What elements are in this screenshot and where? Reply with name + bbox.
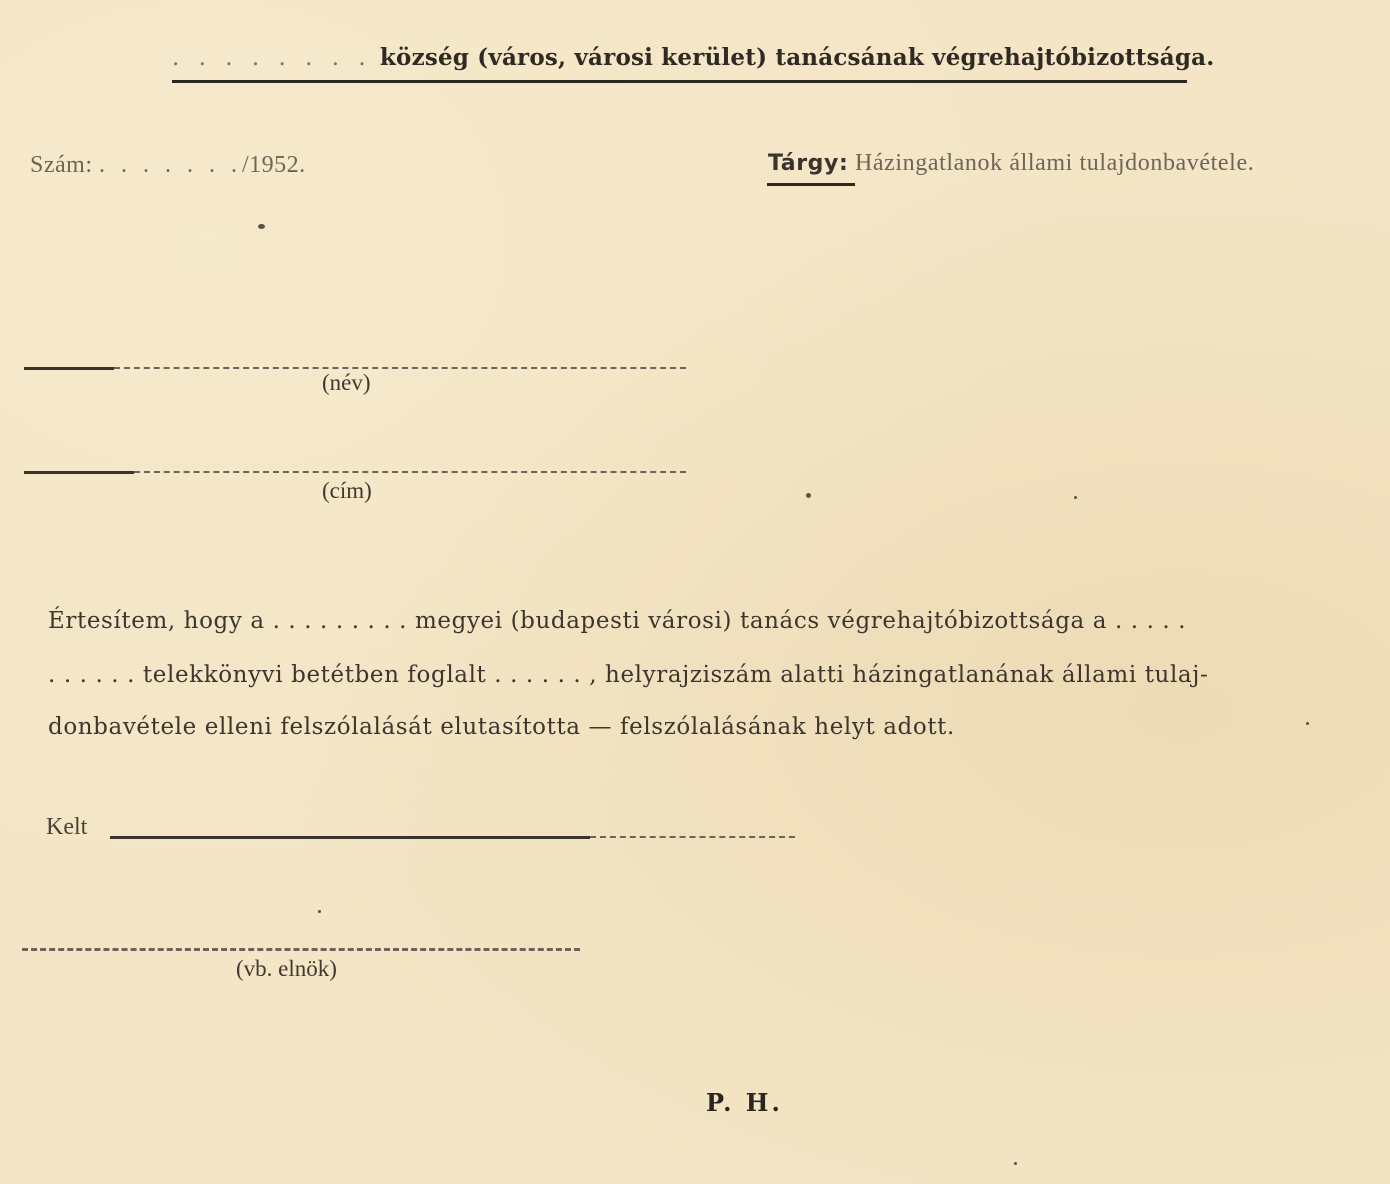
paper-speck [258, 224, 265, 229]
header-rule [172, 80, 1187, 83]
document-header [172, 44, 1215, 71]
kelt-line-heavy [110, 836, 590, 839]
name-line-heavy [24, 367, 114, 370]
targy-label: Tárgy: [768, 151, 849, 176]
address-caption: (cím) [322, 478, 372, 503]
paper-speck [1306, 722, 1309, 725]
targy-underline [767, 183, 855, 186]
subject [768, 150, 1254, 177]
szam-year: /1952. [242, 152, 306, 178]
address-line [134, 471, 686, 473]
targy-value: Házingatlanok állami tulajdonbavétele. [854, 150, 1255, 176]
paper-speck [318, 910, 321, 913]
kelt-label: Kelt [46, 814, 88, 840]
header-title: község (város, városi kerület) tanácsának végrehajtóbizottsága. [379, 44, 1215, 71]
paper-speck [1074, 496, 1077, 499]
signature-caption: (vb. elnök) [236, 956, 337, 981]
header-dots: . . . . . . . . [172, 45, 372, 71]
body-line-2: . . . . . . telekkönyvi betétben foglalt . . . . . . , helyrajziszám alatti házingatlanának állami tulaj- [48, 662, 1209, 688]
name-line [114, 367, 686, 369]
body-line-3: donbavétele elleni felszólalását elutasította — felszólalásának helyt adott. [48, 714, 955, 740]
szam-label: Szám: [30, 152, 93, 178]
paper-speck [1014, 1162, 1017, 1165]
body-line-1: Értesítem, hogy a . . . . . . . . . megyei (budapesti városi) tanács végrehajtóbizottsága a . . . . . [48, 608, 1187, 634]
reference-number [30, 152, 306, 179]
kelt-line [590, 836, 795, 838]
name-caption: (név) [322, 370, 371, 395]
address-line-heavy [24, 471, 134, 474]
stamp-place: P. H. [706, 1088, 783, 1117]
paper-speck [806, 493, 811, 498]
signature-line [22, 948, 580, 951]
szam-dots: . . . . . . . [99, 152, 242, 178]
